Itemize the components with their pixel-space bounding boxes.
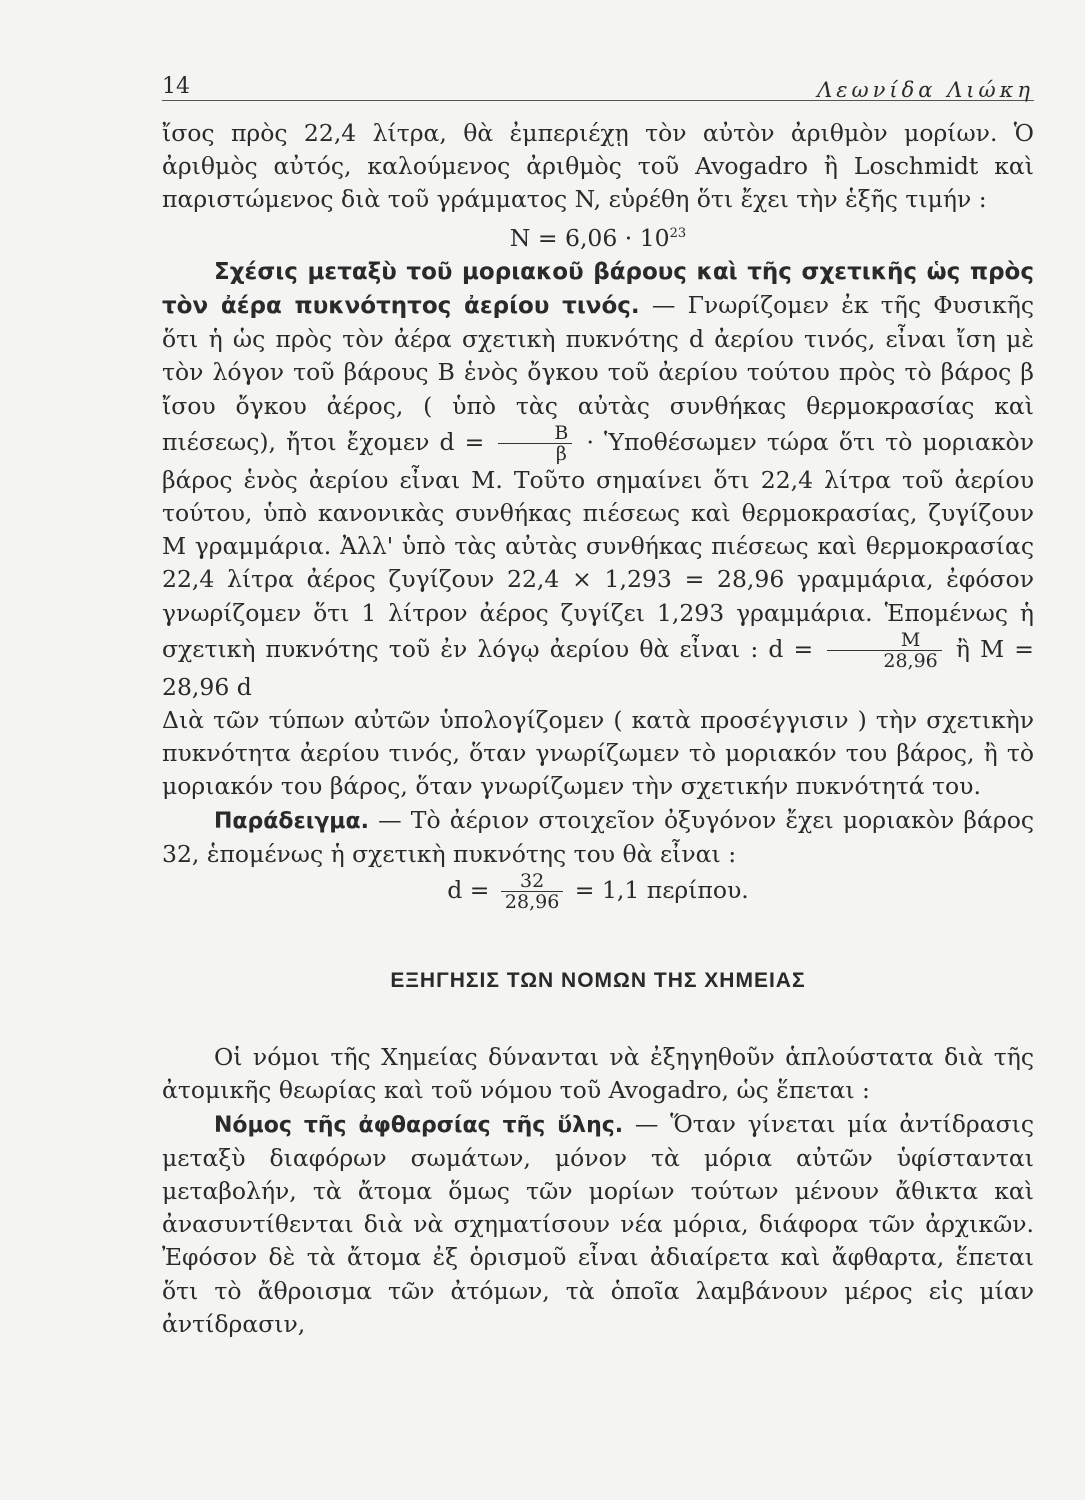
example-denominator: 28,96 bbox=[501, 891, 563, 912]
example-equation bbox=[162, 871, 1034, 912]
density-equation-tail: ἢ M = 28,96 d bbox=[162, 634, 1034, 701]
paragraph-3: Διὰ τῶν τύπων αὐτῶν ὑπολογίζομεν ( κατὰ προσέγγισιν ) τὴν σχετικὴν πυκνότητα ἀερίου τινός, ὅταν γνωρίζωμεν τὸ μοριακόν του βάρος, ἢ τὸ μοριακόν του βάρος, ὅταν γνωρίζωμεν τὴν σχετικήν πυκνότητά του. bbox=[162, 706, 1034, 801]
paragraph-6 bbox=[162, 1108, 1034, 1341]
example-eq-lhs: d = bbox=[447, 876, 490, 905]
example-text: — Τὸ ἀέριον στοιχεῖον ὀξυγόνον ἔχει μοριακὸν βάρος 32, ἑπομένως ἡ σχετικὴ πυκνότης του θὰ εἶναι : bbox=[162, 805, 1034, 868]
document-page bbox=[162, 70, 1034, 1341]
running-head: Λεωνίδα Λιώκη bbox=[817, 78, 1034, 102]
example-numerator: 32 bbox=[520, 870, 545, 893]
page-header bbox=[162, 70, 1034, 101]
ratio-numerator: B bbox=[554, 421, 569, 444]
example-eq-rhs: = 1,1 περίπου. bbox=[574, 876, 749, 905]
avogadro-formula bbox=[162, 217, 1034, 255]
density-intro: τοῦ ἐν λόγῳ ἀερίου θὰ εἶναι : d = bbox=[388, 634, 814, 663]
example-heading: Παράδειγμα. bbox=[214, 808, 369, 834]
ratio-intro: ἤτοι ἔχομεν d = bbox=[286, 427, 485, 456]
paragraph-1: ἴσος πρὸς 22,4 λίτρα, θὰ ἐμπεριέχῃ τὸν αὐτὸν ἀριθμὸν μορίων. Ὁ ἀριθμὸς αὐτός, καλούμενος ἀριθμὸς τοῦ Avogadro ἢ Loschmidt καὶ παριστώμενος διὰ τοῦ γράμματος N, εὑρέθη ὅτι ἔχει τὴν ἑξῆς τιμήν : bbox=[162, 119, 1034, 214]
density-numerator: M bbox=[900, 628, 921, 651]
paragraph-2-text: — Γνωρίζομεν ἐκ τῆς Φυσικῆς ὅτι ἡ ὡς πρὸς τὸν ἀέρα σχετικὴ πυκνότης d ἀερίου τινός, εἶναι ἴση μὲ τὸν λόγον τοῦ βάρους B ἑνὸς ὄγκου τοῦ ἀερίου τούτου πρὸς τὸ βάρος β ἴσου ὄγκου ἀέρος, ( ὑπὸ τὰς αὐτὰς συνθήκας θερμοκρασίας καὶ πιέσεως), bbox=[162, 291, 1034, 456]
ratio-denominator: β bbox=[498, 443, 572, 464]
paragraph-5: Οἱ νόμοι τῆς Χημείας δύνανται νὰ ἐξηγηθοῦν ἁπλούστατα διὰ τῆς ἀτομικῆς θεωρίας καὶ τοῦ νόμου τοῦ Avogadro, ὡς ἕπεται : bbox=[162, 1043, 1034, 1105]
formula-n-exponent: 23 bbox=[669, 225, 687, 241]
law-text: — Ὅταν γίνεται μία ἀντίδρασις μεταξὺ διαφόρων σωμάτων, μόνον τὰ μόρια αὐτῶν ὑφίστανται μεταβολήν, τὰ ἄτομα ὅμως τῶν μορίων τούτων μένουν ἄθικτα καὶ ἀνασυντίθενται διὰ νὰ σχηματίσουν νέα μόρια, διάφορα τῶν ἀρχικῶν. Ἐφόσον δὲ τὰ ἄτομα ἐξ ὁρισμοῦ εἶναι ἀδιαίρετα καὶ ἄφθαρτα, ἕπεται ὅτι τὸ ἄθροισμα τῶν ἀτόμων, τὰ ὁποῖα λαμβάνουν μέρος εἰς μίαν ἀντίδρασιν, bbox=[162, 1109, 1035, 1338]
page-body bbox=[162, 117, 1034, 1341]
example-fraction bbox=[501, 871, 563, 912]
ratio-fraction bbox=[498, 423, 572, 464]
paragraph-2-heading: Σχέσις μεταξὺ τοῦ μοριακοῦ βάρους καὶ τῆς σχετικῆς ὡς πρὸς τὸν ἀέρα πυκνότητος ἀερίου τινός. bbox=[162, 258, 1034, 320]
paragraph-2-continuation: · Ὑποθέσωμεν τώρα ὅτι τὸ μοριακὸν βάρος ἑνὸς ἀερίου εἶναι M. Τοῦτο σημαίνει ὅτι 22,4 λίτρα τοῦ ἀερίου τούτου, ὑπὸ κανονικὰς συνθήκας πιέσεως καὶ θερμοκρασίας, ζυγίζουν M γραμμάρια. Ἀλλ' ὑπὸ τὰς αὐτὰς συνθήκας πιέσεως καὶ θερμοκρασίας 22,4 λίτρα ἀέρος ζυγίζουν 22,4 × 1,293 = 28,96 γραμμάρια, ἐφόσον γνωρίζομεν ὅτι 1 λίτρον ἀέρος ζυγίζει 1,293 γραμμάρια. Ἑπομένως ἡ σχετικὴ πυκνότης bbox=[162, 427, 1034, 663]
formula-n-base: N = 6,06 · 10 bbox=[509, 223, 670, 252]
paragraph-2 bbox=[162, 255, 1034, 704]
density-denominator: 28,96 bbox=[827, 650, 941, 671]
law-heading: Νόμος τῆς ἀφθαρσίας τῆς ὕλης. bbox=[214, 1112, 624, 1138]
density-fraction bbox=[827, 630, 941, 671]
section-title: ΕΞΗΓΗΣΙΣ ΤΩΝ ΝΟΜΩΝ ΤΗΣ ΧΗΜΕΙΑΣ bbox=[390, 969, 806, 993]
page-number: 14 bbox=[162, 74, 190, 99]
paragraph-4 bbox=[162, 804, 1034, 871]
